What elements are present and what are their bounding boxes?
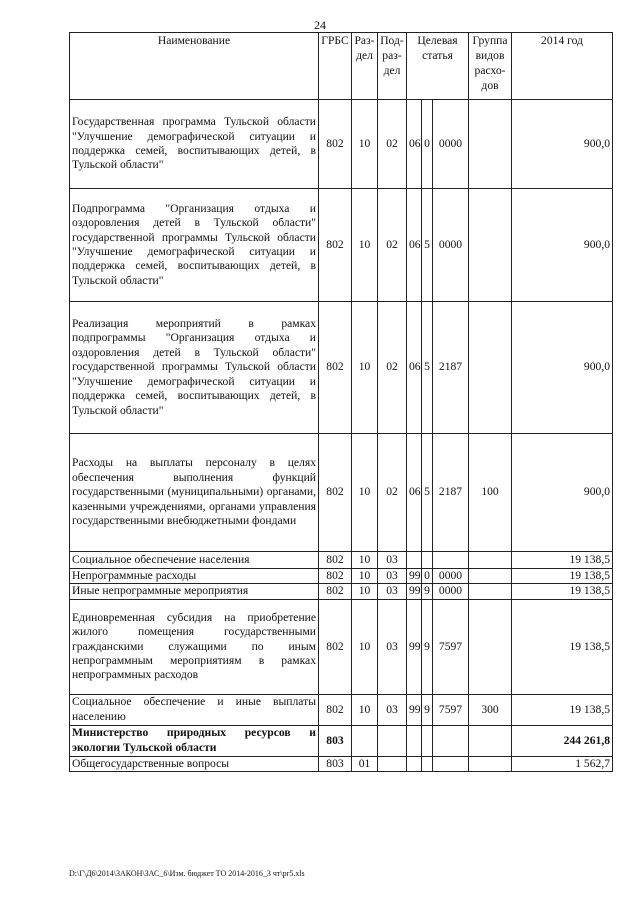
row-target-subprogram bbox=[422, 552, 433, 569]
table-row bbox=[70, 599, 613, 694]
row-podrazdel: 02 bbox=[378, 434, 407, 552]
header-year: 2014 год bbox=[512, 33, 613, 100]
row-podrazdel: 03 bbox=[378, 584, 407, 599]
row-target-subprogram bbox=[422, 756, 433, 771]
row-amount: 19 138,5 bbox=[512, 694, 613, 725]
row-target-program: 99 bbox=[407, 569, 422, 584]
header-group: Группа видов расхо-дов bbox=[469, 33, 512, 100]
row-amount: 900,0 bbox=[512, 434, 613, 552]
row-expense-group bbox=[469, 569, 512, 584]
row-expense-group: 300 bbox=[469, 694, 512, 725]
row-target-item: 0000 bbox=[433, 189, 469, 302]
row-target-subprogram: 9 bbox=[422, 599, 433, 694]
row-grbs: 802 bbox=[319, 694, 352, 725]
row-target-subprogram: 0 bbox=[422, 569, 433, 584]
row-target-program bbox=[407, 756, 422, 771]
row-target-subprogram: 0 bbox=[422, 100, 433, 189]
header-row bbox=[70, 33, 613, 100]
row-target-program: 06 bbox=[407, 189, 422, 302]
table-row bbox=[70, 569, 613, 584]
row-target-item: 0000 bbox=[433, 569, 469, 584]
row-amount: 19 138,5 bbox=[512, 599, 613, 694]
row-target-subprogram: 5 bbox=[422, 302, 433, 434]
row-podrazdel: 03 bbox=[378, 569, 407, 584]
header-grbs: ГРБС bbox=[319, 33, 352, 100]
row-podrazdel bbox=[378, 756, 407, 771]
row-target-item: 7597 bbox=[433, 599, 469, 694]
row-grbs: 802 bbox=[319, 552, 352, 569]
row-target-item bbox=[433, 552, 469, 569]
row-grbs: 802 bbox=[319, 189, 352, 302]
row-razdel: 10 bbox=[352, 302, 378, 434]
row-expense-group bbox=[469, 756, 512, 771]
header-target: Целевая статья bbox=[407, 33, 469, 100]
table-row bbox=[70, 434, 613, 552]
row-podrazdel: 02 bbox=[378, 100, 407, 189]
row-grbs: 802 bbox=[319, 434, 352, 552]
row-expense-group bbox=[469, 599, 512, 694]
row-grbs: 802 bbox=[319, 599, 352, 694]
table-row bbox=[70, 100, 613, 189]
table-row bbox=[70, 694, 613, 725]
row-target-item: 2187 bbox=[433, 434, 469, 552]
row-name: Иные непрограммные мероприятия bbox=[70, 584, 319, 599]
row-expense-group bbox=[469, 584, 512, 599]
row-expense-group bbox=[469, 552, 512, 569]
row-podrazdel bbox=[378, 725, 407, 756]
row-name: Министерство природных ресурсов и экологии Тульской области bbox=[70, 725, 319, 756]
table-row bbox=[70, 756, 613, 771]
row-expense-group bbox=[469, 302, 512, 434]
row-target-subprogram: 9 bbox=[422, 694, 433, 725]
row-amount: 244 261,8 bbox=[512, 725, 613, 756]
row-name: Расходы на выплаты персоналу в целях обеспечения выполнения функций государственными (муниципальными) органами, казенными учреждениями, органами управления государственными внебюджетными фондами bbox=[70, 434, 319, 552]
row-grbs: 802 bbox=[319, 584, 352, 599]
row-name: Подпрограмма "Организация отдыха и оздоровления детей в Тульской области" государственной программы Тульской области "Улучшение демографической ситуации и поддержка семей, воспитывающих детей, в Тульской области" bbox=[70, 189, 319, 302]
row-amount: 19 138,5 bbox=[512, 552, 613, 569]
table-row bbox=[70, 189, 613, 302]
file-path-footer: D:\Г\Д6\2014\ЗАКОН\ЗАС_6\Изм. бюджет ТО 2014-2016_3 чт\pr5.xls bbox=[69, 869, 305, 878]
page-number: 24 bbox=[314, 18, 326, 32]
row-target-item bbox=[433, 756, 469, 771]
row-razdel: 10 bbox=[352, 599, 378, 694]
row-target-subprogram: 5 bbox=[422, 434, 433, 552]
row-name: Государственная программа Тульской области "Улучшение демографической ситуации и поддержка семей, воспитывающих детей, в Тульской области" bbox=[70, 100, 319, 189]
budget-table bbox=[69, 32, 613, 772]
row-target-program: 06 bbox=[407, 302, 422, 434]
table-row bbox=[70, 302, 613, 434]
row-podrazdel: 03 bbox=[378, 694, 407, 725]
row-razdel: 10 bbox=[352, 100, 378, 189]
row-target-program bbox=[407, 725, 422, 756]
header-name: Наименование bbox=[70, 33, 319, 100]
row-razdel: 10 bbox=[352, 569, 378, 584]
row-podrazdel: 02 bbox=[378, 302, 407, 434]
row-amount: 900,0 bbox=[512, 302, 613, 434]
row-amount: 900,0 bbox=[512, 189, 613, 302]
row-podrazdel: 03 bbox=[378, 599, 407, 694]
row-target-item: 2187 bbox=[433, 302, 469, 434]
row-expense-group bbox=[469, 100, 512, 189]
row-name: Социальное обеспечение и иные выплаты населению bbox=[70, 694, 319, 725]
row-target-program: 06 bbox=[407, 100, 422, 189]
header-podrazdel: Под-раз-дел bbox=[378, 33, 407, 100]
row-podrazdel: 03 bbox=[378, 552, 407, 569]
row-target-item bbox=[433, 725, 469, 756]
row-target-item: 0000 bbox=[433, 100, 469, 189]
row-amount: 19 138,5 bbox=[512, 584, 613, 599]
row-expense-group: 100 bbox=[469, 434, 512, 552]
row-expense-group bbox=[469, 189, 512, 302]
row-target-program: 99 bbox=[407, 694, 422, 725]
header-razdel: Раз-дел bbox=[352, 33, 378, 100]
row-name: Непрограммные расходы bbox=[70, 569, 319, 584]
row-target-program: 99 bbox=[407, 599, 422, 694]
row-grbs: 802 bbox=[319, 100, 352, 189]
row-target-subprogram: 5 bbox=[422, 189, 433, 302]
row-name: Реализация мероприятий в рамках подпрограммы "Организация отдыха и оздоровления детей в Тульской области" государственной программы Тульской области "Улучшение демографической ситуации и поддержка семей, воспитывающих детей, в Тульской области" bbox=[70, 302, 319, 434]
row-target-program: 99 bbox=[407, 584, 422, 599]
row-razdel: 10 bbox=[352, 552, 378, 569]
row-target-subprogram bbox=[422, 725, 433, 756]
row-grbs: 803 bbox=[319, 725, 352, 756]
table-row bbox=[70, 725, 613, 756]
row-amount: 900,0 bbox=[512, 100, 613, 189]
row-grbs: 802 bbox=[319, 302, 352, 434]
row-name: Социальное обеспечение населения bbox=[70, 552, 319, 569]
row-razdel: 10 bbox=[352, 434, 378, 552]
row-target-subprogram: 9 bbox=[422, 584, 433, 599]
row-razdel bbox=[352, 725, 378, 756]
row-name: Единовременная субсидия на приобретение жилого помещения государственными гражданскими служащими по иным непрограммным мероприятиям в рамках непрограммных расходов bbox=[70, 599, 319, 694]
row-razdel: 10 bbox=[352, 189, 378, 302]
row-razdel: 01 bbox=[352, 756, 378, 771]
row-target-item: 0000 bbox=[433, 584, 469, 599]
row-podrazdel: 02 bbox=[378, 189, 407, 302]
row-amount: 19 138,5 bbox=[512, 569, 613, 584]
row-target-item: 7597 bbox=[433, 694, 469, 725]
row-target-program bbox=[407, 552, 422, 569]
row-expense-group bbox=[469, 725, 512, 756]
row-name: Общегосударственные вопросы bbox=[70, 756, 319, 771]
row-grbs: 802 bbox=[319, 569, 352, 584]
row-razdel: 10 bbox=[352, 584, 378, 599]
row-razdel: 10 bbox=[352, 694, 378, 725]
row-target-program: 06 bbox=[407, 434, 422, 552]
table-row bbox=[70, 584, 613, 599]
row-grbs: 803 bbox=[319, 756, 352, 771]
table-row bbox=[70, 552, 613, 569]
row-amount: 1 562,7 bbox=[512, 756, 613, 771]
